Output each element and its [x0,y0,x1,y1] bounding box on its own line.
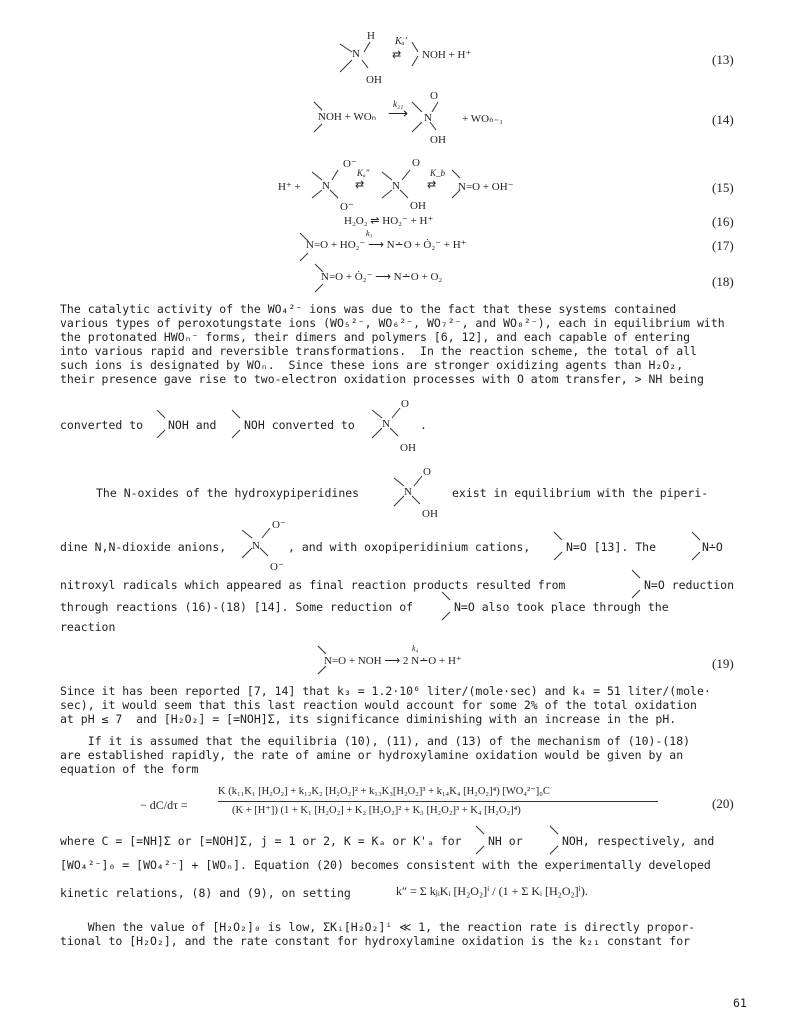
p3-bonds [392,472,432,512]
p4-o-top: O⁻ [272,519,286,531]
p5-bonds [630,568,644,600]
eq17-k: k₃ [366,229,373,238]
paragraph-catalytic-activity: The catalytic activity of the WO₄²⁻ ions was due to the fact that these systems contained various types of peroxotungstate ions (WO₅²⁻, WO₆²⁻, WO₇²⁻, and WO₈²⁻), each in equilibrium with the protonated HWOₙ⁻ forms, their dimers and polymers [6, 12], and each capable of entering into various rapid and reversible transformations. In the reaction scheme, the total of all such ions is designated by WOₙ. Since these ions are stronger oxidizing agents than H₂O₂, their presence gave rise to two-electron oxidation processes with O atom transfer, > NH being [60,302,725,386]
eq14-k: k₂₁ [393,99,404,109]
eq13-oh: OH [366,74,382,86]
eq14-rhs: + WOₙ₋₁ [462,113,504,125]
p6-text-b: N=O also took place through the [454,600,669,614]
eq15-n1: N [322,180,330,192]
eq20-denominator: (K + [H⁺]) (1 + K₁ [H₂O₂] + K₂ [H₂O₂]² + K₃ [H₂O₂]³ + K₄ [H₂O₂]⁴) [232,805,521,816]
eq15-tag: (15) [712,180,734,195]
p2-bonds-b [230,408,244,440]
eq15-o-bot: O⁻ [340,201,354,213]
eq14-tag: (14) [712,112,734,127]
p12-text-a: kinetic relations, (8) and (9), on setting [60,886,351,900]
eq14-lhs: NOH + WOₙ [318,111,377,123]
p3-o: O [423,466,431,478]
eq14-n: N [424,112,432,124]
eq19-k: k₄ [412,644,419,653]
eq20-lhs: − dC/dτ = [140,798,188,812]
p4-text-a: dine N,N-dioxide anions, [60,540,227,554]
p2-bonds-c [370,404,410,444]
eq13-h: H [367,30,375,42]
p2-text-a: converted to [60,418,144,432]
eq16-text: H₂O₂ ⇌ HO₂⁻ + H⁺ [344,215,434,227]
eq15-o-top: O⁻ [343,158,357,170]
p5-text-b: N=O reduction [644,578,735,592]
p5-text-a: nitroxyl radicals which appeared as final reaction products resulted from [60,578,566,592]
eq20-tag: (20) [712,796,734,811]
p2-text-b: NOH and [168,418,217,432]
eq18-text: N=O + Ȯ₂⁻ ⟶ N∸O + O₂ [321,271,443,283]
p3-text-a: The N-oxides of the hydroxypiperidines [96,486,360,500]
p4-text-d: N∸O [702,540,723,554]
eq19-text: N=O + NOH ⟶ 2 N∸O + H⁺ [324,655,462,667]
p6-bonds [440,590,454,622]
p10-bonds-b [548,824,562,856]
eq17-text: N=O + HO₂⁻ ⟶ N∸O + Ȯ₂⁻ + H⁺ [306,239,467,251]
p10-text-c: NOH, respectively, and [562,834,715,848]
p10-text-a: where C = [=NH]Σ or [=NOH]Σ, j = 1 or 2, K = Kₐ or K'ₐ for [60,834,462,848]
eq13-k: Kₐ' [395,36,407,47]
eq15-kb: K_b [430,168,446,178]
eq20-numerator: K (k₁₁K₁ [H₂O₂] + k₁₂K₂ [H₂O₂]² + k₁₃K₃[H₂O₂]³ + k₁₄K₄ [H₂O₂]⁴) [WO₄²⁻]₀C [218,786,550,797]
eq14-arrow: ⟶ [388,107,409,122]
eq13-n: N [352,48,360,60]
p4-text-c: N=O [13]. The [566,540,657,554]
p2-bonds-a [155,408,169,440]
p4-bonds-b [552,530,566,562]
eq18-tag: (18) [712,274,734,289]
eq13-arrow: ⇄ [392,49,402,61]
p4-o-bot: O⁻ [270,561,284,573]
eq16-tag: (16) [712,214,734,229]
p3-n: N [404,486,412,498]
eq15-arrow-a: ⇄ [355,179,365,191]
eq15-ka: Kₐ″ [357,168,370,178]
eq13-rhs: NOH + H⁺ [422,49,472,61]
p2-n: N [382,418,390,430]
p7-text: reaction [60,620,116,634]
paragraph-low-value: When the value of [H₂O₂]₀ is low, ΣKᵢ[H₂O₂]ⁱ ≪ 1, the reaction rate is directly propor- tional to [H₂O₂], and the rate constant for hydroxylamine oxidation is the k₂₁ constant for [60,920,696,948]
p2-o: O [401,398,409,410]
p2-dot: . [420,418,427,432]
p6-text-a: through reactions (16)-(18) [14]. Some reduction of [60,600,414,614]
eq15-bonds-a [310,164,350,204]
paragraph-assumed: If it is assumed that the equilibria (10), (11), and (13) of the mechanism of (10)-(18) are established rapidly, the rate of amine or hydroxylamine oxidation would be given by an equation of the form [60,734,691,776]
eq13-tag: (13) [712,52,734,67]
p11-text: [WO₄²⁻]₀ = [WO₄²⁻] + [WOₙ]. Equation (20) becomes consistent with the experimentally developed [60,858,711,872]
paragraph-reported: Since it has been reported [7, 14] that k₃ = 1.2·10⁶ liter/(mole·sec) and k₄ = 51 liter/(mole· sec), it would seem that this last reaction would account for some 2% of the total oxidation at pH ≤ 7 and [H₂O₂] = [=NOH]Σ, its significance diminishing with an increase in the pH. [60,684,711,726]
eq15-oh: OH [410,200,426,212]
eq15-bonds-b [380,164,420,204]
eq15-h: H⁺ + [278,181,301,193]
p2-oh: OH [400,442,416,454]
eq13-bonds [340,38,400,78]
eq20-fraction-bar [218,801,658,802]
p3-text-b: exist in equilibrium with the piperi- [452,486,709,500]
p3-oh: OH [422,508,438,520]
eq15-o2: O [412,157,420,169]
p2-text-c: NOH converted to [244,418,355,432]
eq15-rhs: N=O + OH⁻ [458,181,514,193]
p10-bonds-a [474,824,488,856]
p12-text-b: k″ = Σ kⱼᵢKᵢ [H₂O₂]ⁱ / (1 + Σ Kᵢ [H₂O₂]ⁱ). [396,884,588,898]
eq19-tag: (19) [712,656,734,671]
eq15-n2: N [392,180,400,192]
eq17-tag: (17) [712,238,734,253]
p4-n: N [252,540,260,552]
eq14-o: O [430,90,438,102]
eq14-oh: OH [430,134,446,146]
eq15-arrow-b: ⇄ [427,179,437,191]
p4-text-b: , and with oxopiperidinium cations, [288,540,531,554]
p10-text-b: NH or [488,834,523,848]
p4-bonds-a [240,524,280,564]
page-number: 61 [733,996,747,1010]
